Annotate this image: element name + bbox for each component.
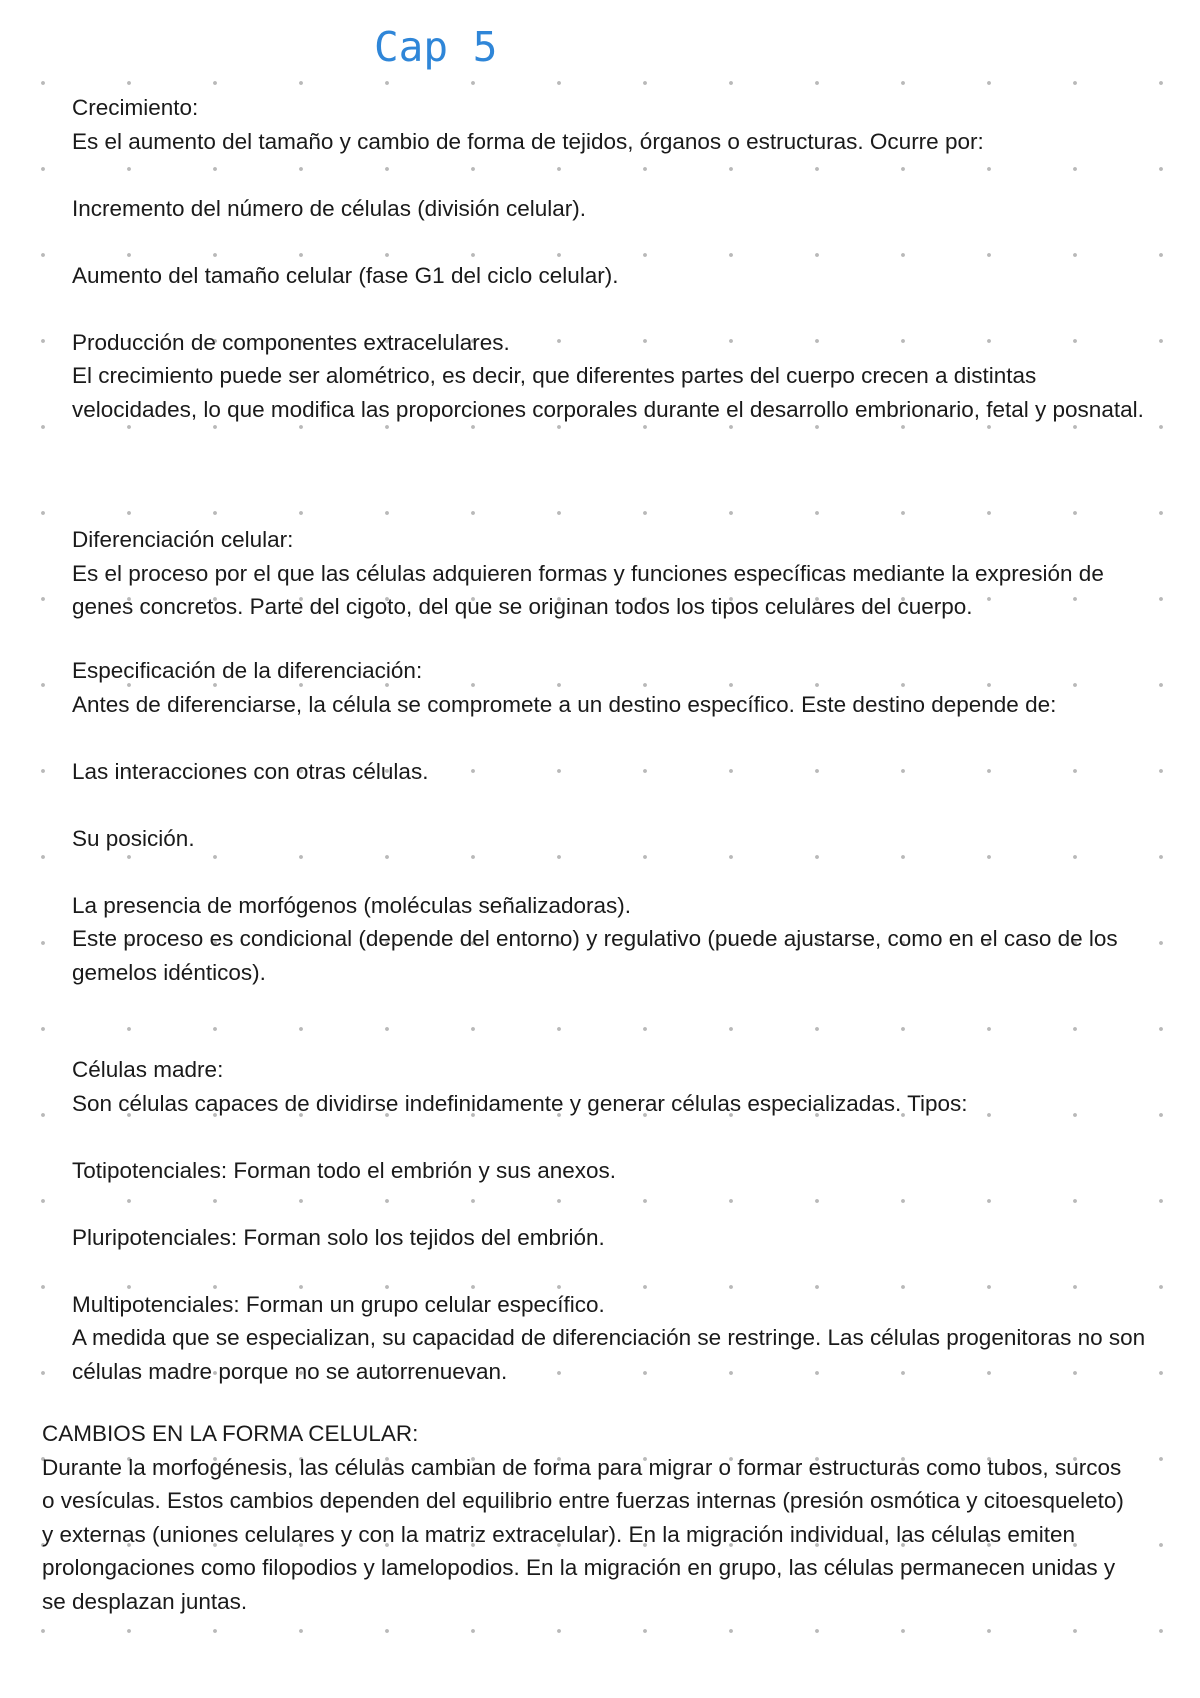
list-item: Producción de componentes extracelulares.	[72, 329, 510, 355]
section-crecimiento	[72, 91, 1167, 426]
section-cambios-forma	[42, 1417, 1127, 1618]
section-especificacion	[72, 654, 1167, 989]
list-item: Incremento del número de células (división celular).	[72, 195, 586, 221]
list-item: Las interacciones con otras células.	[72, 758, 429, 784]
section-heading: CAMBIOS EN LA FORMA CELULAR:	[42, 1421, 419, 1446]
section-intro: Antes de diferenciarse, la célula se compromete a un destino específico. Este destino depende de:	[72, 691, 1057, 717]
list-item: Pluripotenciales: Forman solo los tejidos del embrión.	[72, 1224, 605, 1250]
list-item: Su posición.	[72, 825, 195, 851]
section-heading: Células madre:	[72, 1057, 224, 1082]
section-celulas-madre	[72, 1053, 1167, 1388]
section-note: A medida que se especializan, su capacidad de diferenciación se restringe. Las células progenitoras no son células madre porque no se autorrenuevan.	[72, 1325, 1146, 1384]
section-intro: Es el aumento del tamaño y cambio de forma de tejidos, órganos o estructuras. Ocurre por:	[72, 128, 984, 154]
section-note: Este proceso es condicional (depende del entorno) y regulativo (puede ajustarse, como en el caso de los gemelos idénticos).	[72, 926, 1118, 985]
section-diferenciacion	[72, 523, 1167, 624]
section-intro: Son células capaces de dividirse indefinidamente y generar células especializadas. Tipos:	[72, 1090, 968, 1116]
list-item: Aumento del tamaño celular (fase G1 del ciclo celular).	[72, 262, 619, 288]
list-item: Totipotenciales: Forman todo el embrión y sus anexos.	[72, 1157, 617, 1183]
page-title: Cap 5	[368, 20, 503, 74]
list-item: La presencia de morfógenos (moléculas señalizadoras).	[72, 892, 632, 918]
section-heading: Diferenciación celular:	[72, 527, 294, 552]
section-heading: Especificación de la diferenciación:	[72, 658, 423, 683]
section-text: Es el proceso por el que las células adquieren formas y funciones específicas mediante la expresión de genes concretos. Parte del cigoto, del que se originan todos los tipos celulares del cuerpo.	[72, 560, 1104, 619]
section-note: El crecimiento puede ser alométrico, es decir, que diferentes partes del cuerpo crecen a distintas velocidades, lo que modifica las proporciones corporales durante el desarrollo embrionario, fetal y posnatal.	[72, 363, 1144, 422]
section-text: Durante la morfogénesis, las células cambian de forma para migrar o formar estructuras como tubos, surcos o vesículas. Estos cambios dependen del equilibrio entre fuerzas internas (presión osmótica y citoesqueleto) y externas (uniones celulares y con la matriz extracelular). En la migración individual, las células emiten prolongaciones como filopodios y lamelopodios. En la migración en grupo, las células permanecen unidas y se desplazan juntas.	[42, 1454, 1124, 1614]
section-heading: Crecimiento:	[72, 95, 199, 120]
list-item: Multipotenciales: Forman un grupo celular específico.	[72, 1291, 605, 1317]
